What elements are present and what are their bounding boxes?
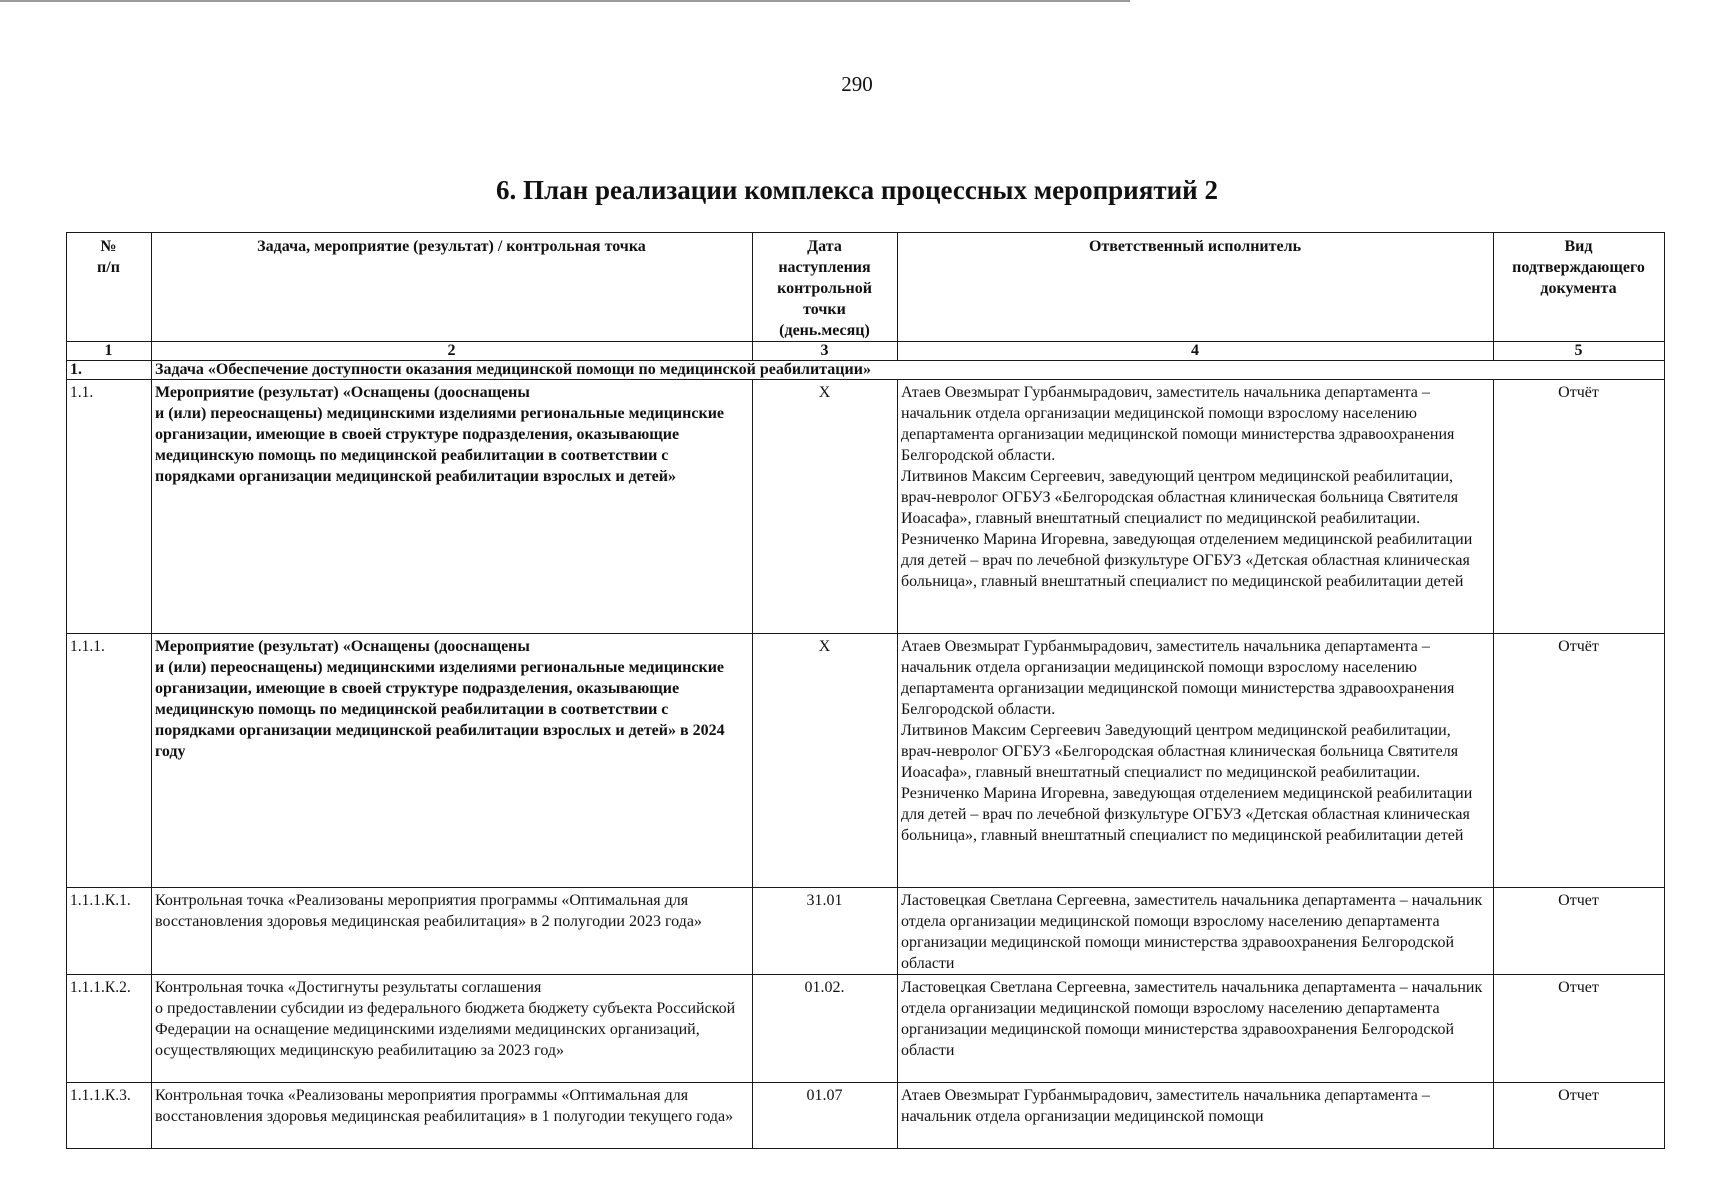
row-document: Отчет [1494, 975, 1665, 1083]
table-header-row [67, 233, 1665, 342]
task-text: Задача «Обеспечение доступности оказания медицинской помощи по медицинской реабилитации» [152, 361, 1665, 380]
row-task [152, 380, 753, 634]
row-date: 01.02. [753, 975, 898, 1083]
row-date: 31.01 [753, 888, 898, 975]
row-responsible [898, 380, 1494, 634]
row-task-text: Мероприятие (результат) «Оснащены (дооснащены и (или) переоснащены) медицинскими изделиями региональные медицинские организации, имеющие в своей структуре подразделения, оказывающие медицинскую помощь по медицинской реабилитации в соответствии с порядками организации медицинской реабилитации взрослых и детей» [155, 384, 725, 485]
header-date-text: Дата наступления контрольной точки (день.месяц) [777, 238, 872, 339]
row-task-text: Мероприятие (результат) «Оснащены (дооснащены и (или) переоснащены) медицинскими изделиями региональные медицинские организации, имеющие в своей структуре подразделения, оказывающие медицинскую помощь по медицинской реабилитации в соответствии с порядками организации медицинской реабилитации взрослых и детей» в 2024 году [155, 638, 725, 760]
responsible-person: Атаев Овезмырат Гурбанмырадович, заместитель начальника департамента – начальник отдела организации медицинской помощи взрослому населению департамента организации медицинской помощи министерства здравоохранения Белгородской области. [901, 384, 1455, 464]
row-task-text: Контрольная точка «Реализованы мероприятия программы «Оптимальная для восстановления здоровья медицинская реабилитация» в 1 полугодии текущего года» [155, 1087, 734, 1125]
column-number-2: 2 [152, 342, 753, 361]
header-task [152, 233, 753, 342]
page-title: 6. План реализации комплекса процессных мероприятий 2 [496, 175, 1218, 205]
column-number-1: 1 [67, 342, 152, 361]
row-document: Отчёт [1494, 380, 1665, 634]
row-num: 1.1.1.К.1. [67, 888, 152, 975]
header-document-text: Вид подтверждающего документа [1512, 238, 1645, 297]
header-date [753, 233, 898, 342]
header-document [1494, 233, 1665, 342]
row-num: 1.1.1. [67, 634, 152, 888]
header-num-text: № п/п [97, 238, 120, 276]
row-responsible [898, 975, 1494, 1083]
responsible-person: Ластовецкая Светлана Сергеевна, заместитель начальника департамента – начальник отдела организации медицинской помощи взрослому населению департамента организации медицинской помощи министерства здравоохранения Белгородской области [901, 892, 1483, 972]
header-responsible-text: Ответственный исполнитель [1088, 238, 1302, 255]
page-number: 290 [841, 72, 873, 96]
column-number-3: 3 [753, 342, 898, 361]
row-task [152, 1083, 753, 1149]
table-row [67, 888, 1665, 975]
column-number-row [67, 342, 1665, 361]
row-document: Отчёт [1494, 634, 1665, 888]
row-document: Отчет [1494, 888, 1665, 975]
column-number-5: 5 [1494, 342, 1665, 361]
row-task [152, 634, 753, 888]
row-responsible [898, 1083, 1494, 1149]
row-task [152, 888, 753, 975]
responsible-person: Резниченко Марина Игоревна, заведующая отделением медицинской реабилитации для детей – врач по лечебной физкультуре ОГБУЗ «Детская областная клиническая больница», главный внештатный специалист по медицинской реабилитации детей [901, 531, 1473, 590]
row-responsible [898, 888, 1494, 975]
row-num: 1.1.1.К.3. [67, 1083, 152, 1149]
row-date: X [753, 380, 898, 634]
responsible-person: Резниченко Марина Игоревна, заведующая отделением медицинской реабилитации для детей – врач по лечебной физкультуре ОГБУЗ «Детская областная клиническая больница», главный внештатный специалист по медицинской реабилитации детей [901, 785, 1473, 844]
row-document: Отчет [1494, 1083, 1665, 1149]
row-task-text: Контрольная точка «Реализованы мероприятия программы «Оптимальная для восстановления здоровья медицинская реабилитация» в 2 полугодии 2023 года» [155, 892, 702, 930]
row-responsible [898, 634, 1494, 888]
table-row [67, 380, 1665, 634]
table-row [67, 634, 1665, 888]
responsible-person: Атаев Овезмырат Гурбанмырадович, заместитель начальника департамента – начальник отдела организации медицинской помощи взрослому населению департамента организации медицинской помощи министерства здравоохранения Белгородской области. [901, 638, 1455, 718]
row-task-text: Контрольная точка «Достигнуты результаты соглашения о предоставлении субсидии из федерального бюджета бюджету субъекта Российской Федерации на оснащение медицинскими изделиями медицинских организаций, осуществляющих медицинскую реабилитацию за 2023 год» [155, 979, 736, 1059]
table-row [67, 1083, 1665, 1149]
table-row [67, 975, 1665, 1083]
task-row [67, 361, 1665, 380]
responsible-person: Литвинов Максим Сергеевич, заведующий центром медицинской реабилитации, врач-невролог ОГБУЗ «Белгородская областная клиническая больница Святителя Иоасафа», главный внештатный специалист по медицинской реабилитации. [901, 468, 1459, 527]
header-num [67, 233, 152, 342]
row-date: 01.07 [753, 1083, 898, 1149]
row-num: 1.1.1.К.2. [67, 975, 152, 1083]
responsible-person: Атаев Овезмырат Гурбанмырадович, заместитель начальника департамента – начальник отдела организации медицинской помощи [901, 1087, 1430, 1125]
responsible-person: Ластовецкая Светлана Сергеевна, заместитель начальника департамента – начальник отдела организации медицинской помощи взрослому населению департамента организации медицинской помощи министерства здравоохранения Белгородской области [901, 979, 1483, 1059]
plan-table [66, 232, 1665, 1149]
header-responsible [898, 233, 1494, 342]
row-num: 1.1. [67, 380, 152, 634]
column-number-4: 4 [898, 342, 1494, 361]
responsible-person: Литвинов Максим Сергеевич Заведующий центром медицинской реабилитации, врач-невролог ОГБУЗ «Белгородская областная клиническая больница Святителя Иоасафа», главный внештатный специалист по медицинской реабилитации. [901, 722, 1459, 781]
row-task [152, 975, 753, 1083]
header-task-text: Задача, мероприятие (результат) / контрольная точка [257, 238, 646, 255]
task-num: 1. [67, 361, 152, 380]
row-date: X [753, 634, 898, 888]
scan-edge-line [0, 0, 1130, 2]
